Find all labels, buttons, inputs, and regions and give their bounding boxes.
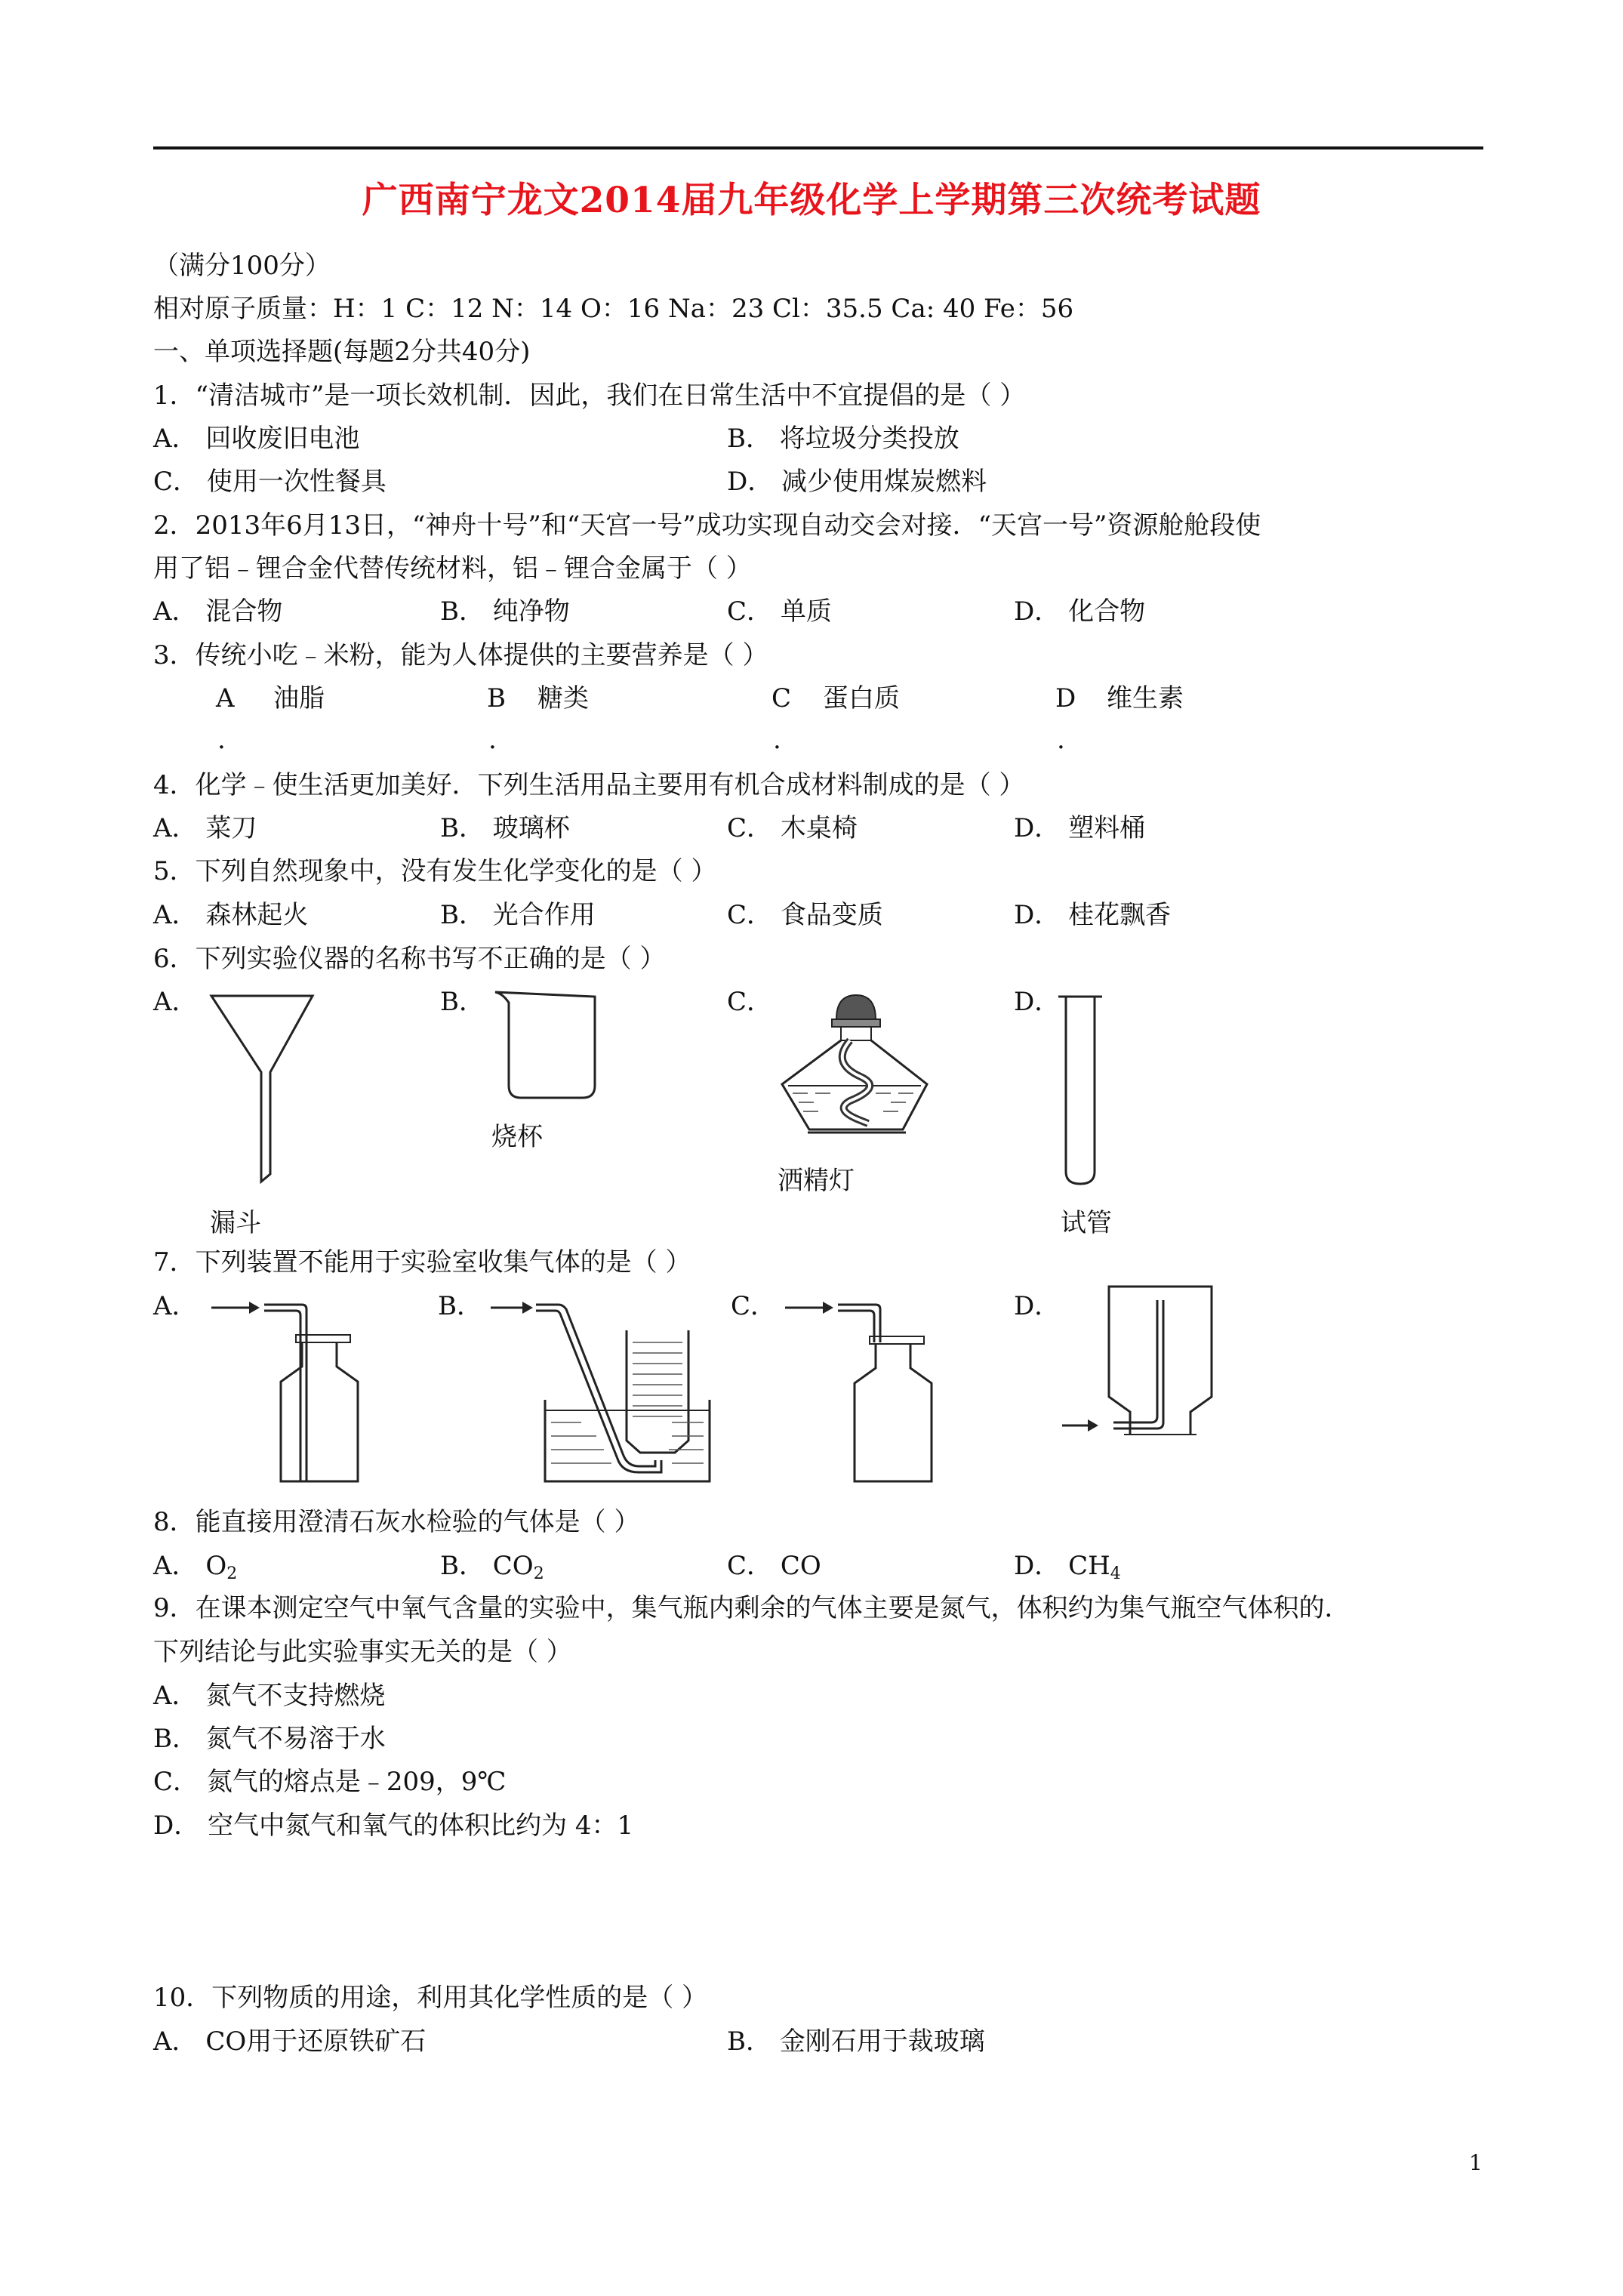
q2-option-d: D． 化合物 (1014, 596, 1146, 627)
q3-option-c: 蛋白质 (823, 683, 900, 713)
q3-letter-d: D (1055, 683, 1076, 713)
q3-stem: 3．传统小吃﹣米粉，能为人体提供的主要营养是（ ） (153, 640, 768, 670)
gas-bottle-d-figure (1061, 1284, 1227, 1457)
q6-label-test-tube: 试管 (1061, 1208, 1112, 1238)
q6-option-a: A． (153, 987, 198, 1017)
q3-option-b: 糖类 (537, 683, 589, 713)
full-score: （满分100分） (153, 251, 331, 281)
q3-dot-b: . (488, 725, 497, 755)
q3-dot-a: . (217, 725, 226, 755)
q9-option-c: C． 氮气的熔点是﹣209，9℃ (153, 1767, 507, 1797)
funnel-figure (205, 993, 326, 1189)
q1-option-d: D． 减少使用煤炭燃料 (727, 467, 987, 497)
q10-option-b: B． 金刚石用于裁玻璃 (727, 2026, 985, 2057)
q3-dot-c: . (773, 725, 781, 755)
q6-label-funnel: 漏斗 (210, 1208, 261, 1238)
atomic-masses: 相对原子质量：H：1 C：12 N：14 O：16 Na：23 Cl：35.5 Ca: 40 Fe：56 (153, 294, 1074, 324)
q6-option-c: C． (727, 987, 773, 1017)
q8-stem: 8．能直接用澄清石灰水检验的气体是（ ） (153, 1507, 640, 1537)
q8-option-a: A． $O_2$ (153, 1551, 238, 1583)
alcohol-lamp-figure (778, 988, 929, 1139)
q2-option-c: C． 单质 (727, 596, 832, 627)
q2-option-b: B． 纯净物 (440, 596, 570, 627)
q5-stem: 5．下列自然现象中，没有发生化学变化的是（ ） (153, 856, 717, 886)
q10-stem: 10．下列物质的用途，利用其化学性质的是（ ） (153, 1983, 708, 2013)
q4-stem: 4．化学﹣使生活更加美好．下列生活用品主要用有机合成材料制成的是（ ） (153, 770, 1025, 800)
q4-option-b: B． 玻璃杯 (440, 813, 570, 843)
page-title: 广西南宁龙文2014届九年级化学上学期第三次统考试题 (362, 180, 1261, 221)
q1-option-a: A． 回收废旧电池 (153, 424, 360, 454)
q5-option-a: A． 森林起火 (153, 900, 309, 930)
test-tube-figure (1055, 994, 1108, 1190)
q9-option-d: D． 空气中氮气和氧气的体积比约为 4：1 (153, 1811, 634, 1841)
q9-stem-line2: 下列结论与此实验事实无关的是（ ） (153, 1637, 572, 1667)
q2-stem-line1: 2．2013年6月13日，“神舟十号”和“天宫一号”成功实现自动交会对接．“天宫一号”资源舱舱段使 (153, 510, 1261, 541)
q7-option-c: C． (731, 1291, 777, 1321)
page-number: 1 (1469, 2150, 1483, 2175)
q5-option-b: B． 光合作用 (440, 900, 596, 930)
q4-option-d: D． 塑料桶 (1014, 813, 1146, 843)
gas-bottle-c-figure (785, 1297, 936, 1486)
q6-label-beaker: 烧杯 (491, 1122, 543, 1152)
q6-option-b: B． (440, 987, 485, 1017)
q1-option-b: B． 将垃圾分类投放 (727, 424, 959, 454)
q3-letter-a: A (216, 683, 235, 713)
gas-bottle-a-figure (211, 1297, 362, 1486)
q1-stem: 1．“清洁城市”是一项长效机制．因此，我们在日常生活中不宜提倡的是（ ） (153, 381, 1026, 411)
header-rule (153, 146, 1483, 149)
q8-option-d: D． $CH_4$ (1014, 1551, 1121, 1583)
section-heading: 一、单项选择题(每题2分共40分) (153, 337, 531, 367)
q9-option-a: A． 氮气不支持燃烧 (153, 1681, 386, 1711)
q7-stem: 7．下列装置不能用于实验室收集气体的是（ ） (153, 1247, 691, 1277)
q8-option-c: C． CO (727, 1551, 821, 1581)
q4-option-c: C． 木桌椅 (727, 813, 858, 843)
q3-letter-b: B (487, 683, 506, 713)
water-collection-b-figure (491, 1297, 717, 1486)
q5-option-c: C． 食品变质 (727, 900, 883, 930)
q10-option-a: A． CO用于还原铁矿石 (153, 2026, 427, 2057)
q7-option-a: A． (153, 1291, 198, 1321)
q7-option-d: D． (1014, 1291, 1061, 1321)
q7-option-b: B． (438, 1291, 482, 1321)
beaker-figure (491, 989, 611, 1102)
q8-option-b: B． $CO_2$ (440, 1551, 544, 1583)
q6-label-lamp: 洒精灯 (778, 1166, 855, 1196)
q4-option-a: A． 菜刀 (153, 813, 257, 843)
q1-option-c: C． 使用一次性餐具 (153, 467, 387, 497)
q2-option-a: A． 混合物 (153, 596, 283, 627)
q9-stem-line1: 9．在课本测定空气中氧气含量的实验中，集气瓶内剩余的气体主要是氮气，体积约为集气瓶空气体积的． (153, 1593, 1350, 1623)
q3-dot-d: . (1057, 725, 1065, 755)
q5-option-d: D． 桂花飘香 (1014, 900, 1172, 930)
q6-stem: 6．下列实验仪器的名称书写不正确的是（ ） (153, 944, 666, 974)
q3-option-d: 维生素 (1107, 683, 1184, 713)
q2-stem-line2: 用了铝﹣锂合金代替传统材料，铝﹣锂合金属于（ ） (153, 553, 752, 584)
q3-letter-c: C (771, 683, 792, 713)
q6-option-d: D． (1014, 987, 1061, 1017)
q9-option-b: B． 氮气不易溶于水 (153, 1724, 386, 1754)
q3-option-a: 油脂 (273, 683, 325, 713)
